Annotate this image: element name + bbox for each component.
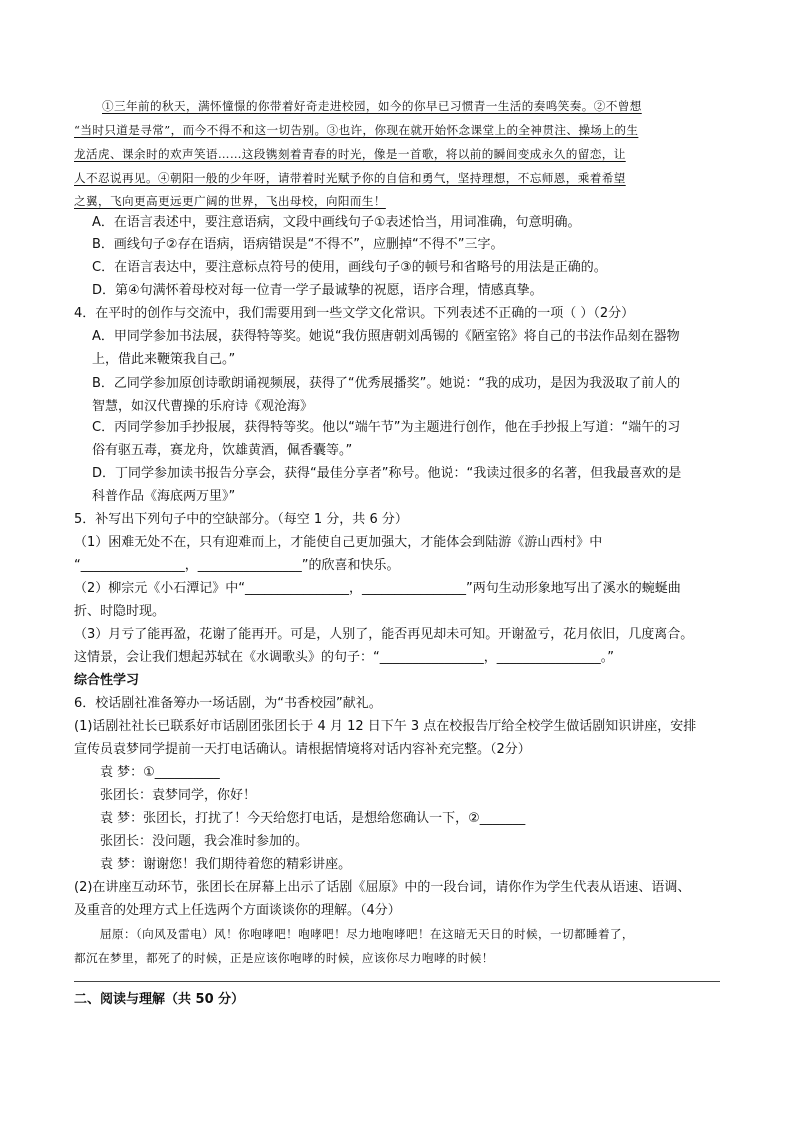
option-c: C．在语言表达中，要注意标点符号的使用，画线句子③的顿号和省略号的用法是正确的。 (92, 260, 607, 275)
passage-line: 龙活虎、课余时的欢声笑语……这段镌刻着青春的时光，像是一首歌，将以前的瞬间变成永久的留恋，让 (74, 147, 626, 161)
quote-line: 都沉在梦里，都死了的时候，正是应该你咆哮的时候，应该你尽力咆哮的时候！ (74, 951, 494, 965)
dialogue-line: 袁 梦：①__________ (100, 765, 220, 780)
dialogue-line: 张团长：没问题，我会准时参加的。 (100, 834, 309, 849)
option-a: A．在语言表述中，要注意语病，文段中画线句子①表述恰当，用词准确，句意明确。 (92, 215, 581, 230)
passage-line: ①三年前的秋天，满怀憧憬的你带着好奇走进校园，如今的你早已习惯青一生活的奏鸣笑奏。②不曾想 (102, 99, 642, 113)
passage-line: 之翼，飞向更高更远更广阔的世界，飞出母校，向阳而生！ (74, 194, 386, 208)
fill-blank-line: 这情景，会让我们想起苏轼在《水调歌头》的句子：“________________，________________。” (74, 650, 614, 665)
option-d: D．丁同学参加读书报告分享会，获得“最佳分享者”称号。他说：“我读过很多的名著，但我最喜欢的是 (92, 466, 682, 481)
option-a: A．甲同学参加书法展，获得特等奖。她说“我仿照唐朝刘禹锡的《陋室铭》将自己的书法作品刻在器物 (92, 329, 680, 344)
subquestion-2: (2)在讲座互动环节，张团长在屏幕上出示了话剧《屈原》中的一段台词，请你作为学生代表从语速、语调、 (74, 880, 691, 895)
dialogue-line: 袁 梦：谢谢您！我们期待着您的精彩讲座。 (100, 857, 352, 872)
fill-blank-line: （3）月亏了能再盈，花谢了能再开。可是，人别了，能否再见却未可知。开谢盈亏，花月依旧，几度离合。 (74, 627, 694, 642)
option-b: B．画线句子②存在语病，语病错误是“不得不”，应删掉“不得不”三字。 (92, 237, 504, 252)
fill-blank-line: 折、时隐时现。 (74, 604, 166, 619)
question-stem: 5．补写出下列句子中的空缺部分。（每空 1 分，共 6 分） (74, 512, 408, 527)
section-heading: 综合性学习 (74, 673, 140, 688)
option-d-cont: 科普作品《海底两万里》” (92, 489, 236, 504)
subquestion-1-cont: 宣传员袁梦同学提前一天打电话确认。请根据情境将对话内容补充完整。（2分） (74, 742, 531, 757)
option-d: D．第④句满怀着母校对每一位青一学子最诚挚的祝愿，语序合理，情感真挚。 (92, 283, 543, 298)
quote-line: 屈原：（向风及雷电）风！你咆哮吧！咆哮吧！尽力地咆哮吧！在这暗无天日的时候，一切都睡着了， (100, 927, 634, 941)
question-stem: 6．校话剧社准备筹办一场话剧，为“书香校园”献礼。 (74, 696, 382, 711)
fill-blank-line: “________________，________________”的欣喜和快乐。 (74, 558, 400, 573)
section-divider (74, 981, 720, 982)
question-stem: 4．在平时的创作与交流中，我们需要用到一些文学文化常识。下列表述不正确的一项（ ）（2分） (74, 306, 635, 321)
option-c: C．丙同学参加手抄报展，获得特等奖。他以“端午节”为主题进行创作，他在手抄报上写道：“端午的习 (92, 420, 681, 435)
fill-blank-line: （1）困难无处不在，只有迎难而上，才能使自己更加强大，才能体会到陆游《游山西村》中 (74, 535, 603, 550)
option-c-cont: 俗有驱五毒，赛龙舟，饮雄黄酒，佩香囊等。” (92, 443, 353, 458)
subquestion-1: (1)话剧社社长已联系好市话剧团张团长于 4 月 12 日下午 3 点在校报告厅给全校学生做话剧知识讲座，安排 (74, 719, 697, 734)
subquestion-2-cont: 及重音的处理方式上任选两个方面谈谈你的理解。（4分） (74, 903, 401, 918)
option-b: B．乙同学参加原创诗歌朗诵视频展，获得了“优秀展播奖”。她说：“我的成功，是因为我汲取了前人的 (92, 376, 681, 391)
option-a-cont: 上，借此来鞭策我自己。” (92, 352, 236, 367)
passage-line: “当时只道是寻常”，而今不得不和这一切告别。③也许，你现在就开始怀念课堂上的全神贯注、操场上的生 (74, 123, 639, 137)
dialogue-line: 张团长：袁梦同学，你好！ (100, 788, 257, 803)
section-2-title: 二、阅读与理解（共 50 分） (74, 992, 245, 1007)
fill-blank-line: （2）柳宗元《小石潭记》中“________________，________________”两句生动形象地写出了溪水的蜿蜒曲 (74, 581, 681, 596)
passage-line: 人不忍说再见。④朝阳一般的少年呀，请带着时光赋予你的自信和勇气，坚持理想，不忘师恩，乘着希望 (74, 171, 626, 185)
option-b-cont: 智慧，如汉代曹操的乐府诗《观沧海》 (92, 399, 314, 414)
dialogue-line: 袁 梦：张团长，打扰了！今天给您打电话，是想给您确认一下，②_______ (100, 811, 526, 826)
